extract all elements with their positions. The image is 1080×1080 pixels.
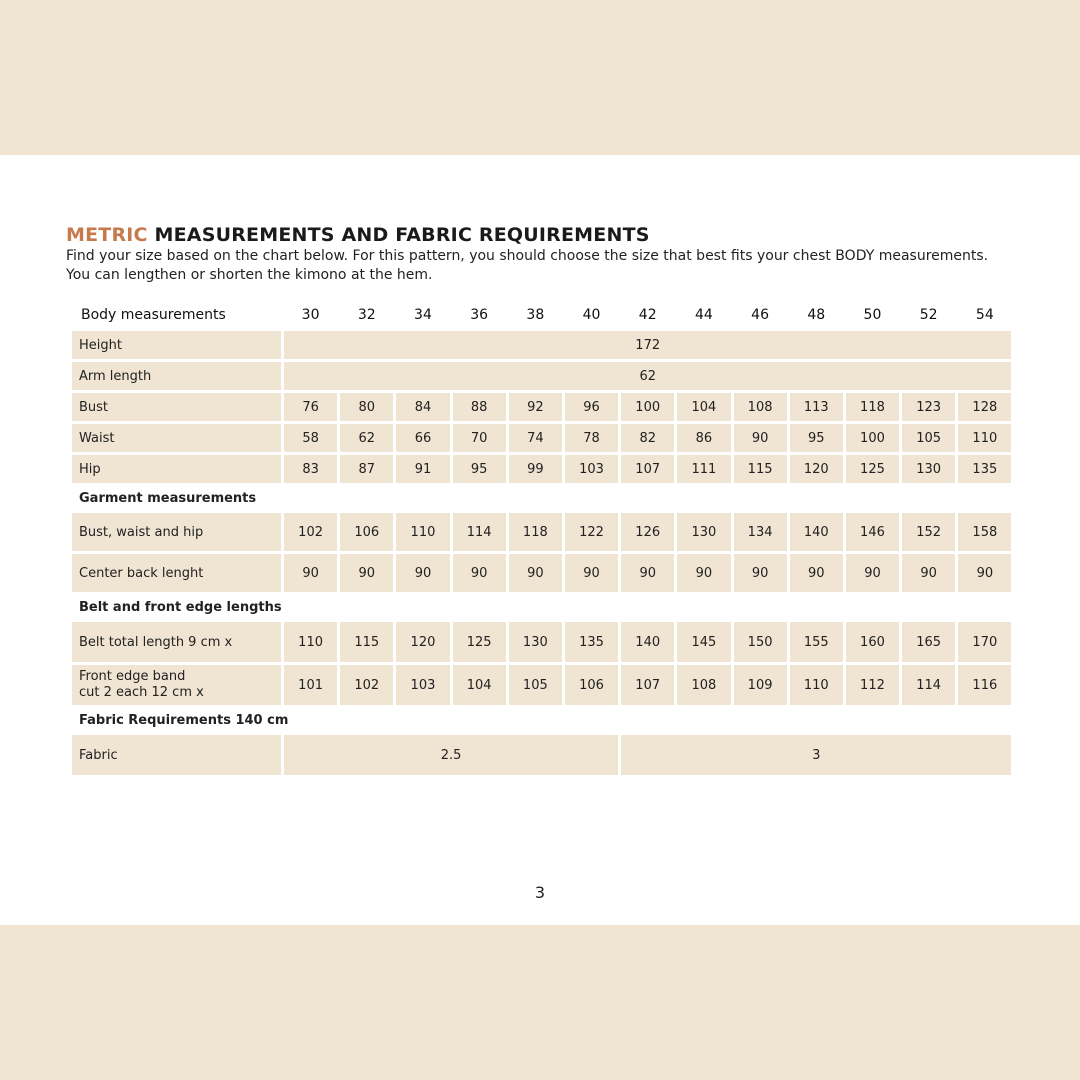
table-cell: 90 bbox=[734, 554, 787, 592]
front-edge-label-line-2: cut 2 each 12 cm x bbox=[79, 685, 204, 700]
table-cell: 112 bbox=[846, 665, 899, 705]
row-label: Waist bbox=[72, 424, 281, 452]
intro-text bbox=[66, 247, 1026, 285]
section-heading-row bbox=[72, 486, 1011, 510]
size-header-cell: 52 bbox=[919, 307, 938, 323]
size-header-cell: 54 bbox=[975, 307, 994, 323]
table-cell: 146 bbox=[846, 513, 899, 551]
table-cell: 107 bbox=[621, 455, 674, 483]
size-header-cell: 48 bbox=[807, 307, 826, 323]
table-cell: 106 bbox=[340, 513, 393, 551]
table-cell: 74 bbox=[509, 424, 562, 452]
row-label: Bust, waist and hip bbox=[72, 513, 281, 551]
height-value: 172 bbox=[284, 331, 1011, 359]
table-cell: 96 bbox=[565, 393, 618, 421]
table-cell: 76 bbox=[284, 393, 337, 421]
table-cell: 103 bbox=[396, 665, 449, 705]
table-cell: 165 bbox=[902, 622, 955, 662]
page-title bbox=[66, 224, 650, 246]
table-cell: 88 bbox=[453, 393, 506, 421]
table-row-arm-length bbox=[72, 362, 1011, 390]
size-header-cell: 42 bbox=[638, 307, 657, 323]
size-header-cell: 30 bbox=[301, 307, 320, 323]
table-row-center-back bbox=[72, 554, 1011, 592]
table-cell: 102 bbox=[284, 513, 337, 551]
table-cell: 92 bbox=[509, 393, 562, 421]
table-cell: 135 bbox=[958, 455, 1011, 483]
table-cell: 90 bbox=[790, 554, 843, 592]
table-cell: 106 bbox=[565, 665, 618, 705]
table-cell: 95 bbox=[790, 424, 843, 452]
table-cell: 115 bbox=[734, 455, 787, 483]
table-cell: 122 bbox=[565, 513, 618, 551]
header-label: Body measurements bbox=[81, 307, 226, 323]
row-label: Arm length bbox=[72, 362, 281, 390]
table-cell: 110 bbox=[790, 665, 843, 705]
row-label: Center back lenght bbox=[72, 554, 281, 592]
table-cell: 90 bbox=[284, 554, 337, 592]
table-cell: 125 bbox=[846, 455, 899, 483]
table-cell: 130 bbox=[677, 513, 730, 551]
fabric-value-small-sizes: 2.5 bbox=[284, 735, 618, 775]
size-header-cell: 44 bbox=[694, 307, 713, 323]
table-cell: 170 bbox=[958, 622, 1011, 662]
table-cell: 100 bbox=[621, 393, 674, 421]
table-cell: 160 bbox=[846, 622, 899, 662]
table-cell: 130 bbox=[509, 622, 562, 662]
table-cell: 110 bbox=[958, 424, 1011, 452]
table-cell: 125 bbox=[453, 622, 506, 662]
table-cell: 113 bbox=[790, 393, 843, 421]
table-cell: 83 bbox=[284, 455, 337, 483]
size-header-cell: 46 bbox=[751, 307, 769, 323]
section-heading-row bbox=[72, 595, 1011, 619]
table-row-height bbox=[72, 331, 1011, 359]
table-cell: 126 bbox=[621, 513, 674, 551]
table-cell: 120 bbox=[396, 622, 449, 662]
page-number: 3 bbox=[534, 883, 546, 902]
table-cell: 140 bbox=[790, 513, 843, 551]
table-cell: 114 bbox=[902, 665, 955, 705]
title-accent: METRIC bbox=[66, 224, 148, 246]
table-cell: 134 bbox=[734, 513, 787, 551]
table-cell: 120 bbox=[790, 455, 843, 483]
table-cell: 111 bbox=[677, 455, 730, 483]
table-cell: 101 bbox=[284, 665, 337, 705]
table-cell: 90 bbox=[396, 554, 449, 592]
table-cell: 115 bbox=[340, 622, 393, 662]
table-cell: 118 bbox=[846, 393, 899, 421]
table-cell: 78 bbox=[565, 424, 618, 452]
table-cell: 108 bbox=[734, 393, 787, 421]
row-label: Height bbox=[72, 331, 281, 359]
table-cell: 86 bbox=[677, 424, 730, 452]
table-cell: 152 bbox=[902, 513, 955, 551]
table-row-front-edge bbox=[72, 665, 1011, 705]
table-cell: 90 bbox=[958, 554, 1011, 592]
table-cell: 70 bbox=[453, 424, 506, 452]
table-cell: 90 bbox=[677, 554, 730, 592]
table-row-hip bbox=[72, 455, 1011, 483]
fabric-section-heading: Fabric Requirements 140 cm bbox=[79, 712, 289, 728]
table-cell: 58 bbox=[284, 424, 337, 452]
row-label: Bust bbox=[72, 393, 281, 421]
table-cell: 90 bbox=[565, 554, 618, 592]
table-row-belt-total bbox=[72, 622, 1011, 662]
table-cell: 109 bbox=[734, 665, 787, 705]
table-cell: 90 bbox=[846, 554, 899, 592]
intro-line-2: You can lengthen or shorten the kimono at the hem. bbox=[66, 267, 433, 283]
table-cell: 110 bbox=[396, 513, 449, 551]
table-cell: 82 bbox=[621, 424, 674, 452]
table-cell: 145 bbox=[677, 622, 730, 662]
size-header-cell: 38 bbox=[526, 307, 545, 323]
table-cell: 90 bbox=[902, 554, 955, 592]
table-cell: 80 bbox=[340, 393, 393, 421]
table-cell: 104 bbox=[677, 393, 730, 421]
size-header-cell: 32 bbox=[357, 307, 376, 323]
table-cell: 150 bbox=[734, 622, 787, 662]
table-cell: 158 bbox=[958, 513, 1011, 551]
table-cell: 155 bbox=[790, 622, 843, 662]
table-cell: 108 bbox=[677, 665, 730, 705]
table-cell: 110 bbox=[284, 622, 337, 662]
size-header-row bbox=[72, 302, 1011, 328]
table-cell: 107 bbox=[621, 665, 674, 705]
table-row-waist bbox=[72, 424, 1011, 452]
fabric-value-large-sizes: 3 bbox=[621, 735, 1011, 775]
row-label: Fabric bbox=[72, 735, 281, 775]
table-cell: 62 bbox=[340, 424, 393, 452]
table-cell: 90 bbox=[340, 554, 393, 592]
table-cell: 90 bbox=[621, 554, 674, 592]
size-chart-table bbox=[69, 299, 1014, 778]
row-label: Hip bbox=[72, 455, 281, 483]
size-header-cell: 50 bbox=[863, 307, 882, 323]
title-rest: MEASUREMENTS AND FABRIC REQUIREMENTS bbox=[147, 224, 650, 246]
table-cell: 105 bbox=[509, 665, 562, 705]
table-cell: 84 bbox=[396, 393, 449, 421]
table-cell: 114 bbox=[453, 513, 506, 551]
table-cell: 130 bbox=[902, 455, 955, 483]
table-cell: 87 bbox=[340, 455, 393, 483]
row-label: Belt total length 9 cm x bbox=[72, 622, 281, 662]
table-cell: 66 bbox=[396, 424, 449, 452]
table-cell: 105 bbox=[902, 424, 955, 452]
table-row-bust-waist-hip bbox=[72, 513, 1011, 551]
table-row-fabric bbox=[72, 735, 1011, 775]
arm-length-value: 62 bbox=[284, 362, 1011, 390]
size-header-cell: 36 bbox=[470, 307, 489, 323]
table-cell: 99 bbox=[509, 455, 562, 483]
table-cell: 118 bbox=[509, 513, 562, 551]
section-heading-row bbox=[72, 708, 1011, 732]
table-cell: 102 bbox=[340, 665, 393, 705]
row-label bbox=[72, 665, 281, 705]
table-cell: 123 bbox=[902, 393, 955, 421]
table-row-bust bbox=[72, 393, 1011, 421]
table-cell: 135 bbox=[565, 622, 618, 662]
table-cell: 103 bbox=[565, 455, 618, 483]
size-header-cell: 40 bbox=[582, 307, 601, 323]
front-edge-label-line-1: Front edge band bbox=[79, 669, 186, 684]
size-header-cell: 34 bbox=[414, 307, 432, 323]
table-cell: 95 bbox=[453, 455, 506, 483]
table-cell: 90 bbox=[453, 554, 506, 592]
table-cell: 140 bbox=[621, 622, 674, 662]
table-cell: 116 bbox=[958, 665, 1011, 705]
table-cell: 90 bbox=[509, 554, 562, 592]
table-cell: 100 bbox=[846, 424, 899, 452]
garment-section-heading: Garment measurements bbox=[79, 490, 257, 506]
intro-line-1: Find your size based on the chart below. For this pattern, you should choose the size that best fits your chest BODY measurements. bbox=[66, 248, 989, 264]
table-cell: 128 bbox=[958, 393, 1011, 421]
belt-section-heading: Belt and front edge lengths bbox=[79, 599, 282, 615]
table-cell: 104 bbox=[453, 665, 506, 705]
table-cell: 91 bbox=[396, 455, 449, 483]
table-cell: 90 bbox=[734, 424, 787, 452]
